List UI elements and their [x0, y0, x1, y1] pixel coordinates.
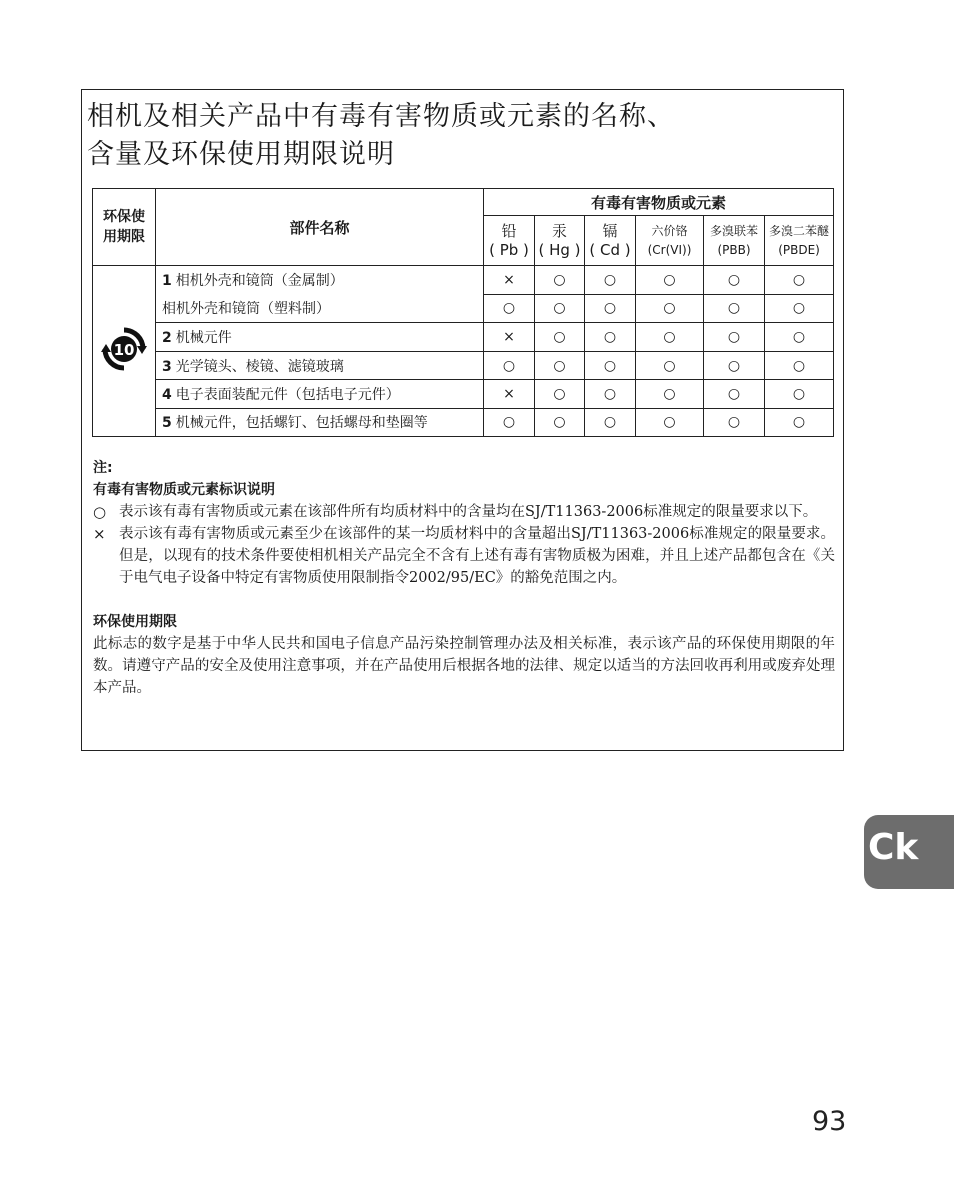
- exceeds-mark: ×: [484, 323, 535, 352]
- part-name: 相机外壳和镜筒（金属制）: [175, 273, 344, 290]
- compliant-mark: ○: [765, 380, 834, 409]
- element-header-5: [765, 216, 834, 266]
- element-header-2: [585, 216, 636, 266]
- part-name: 光学镜头、棱镜、滤镜玻璃: [175, 358, 344, 375]
- part-number: 3: [162, 358, 172, 375]
- table-body: [93, 266, 834, 437]
- header-part-name: 部件名称: [156, 189, 484, 266]
- compliant-mark: ○: [484, 351, 535, 380]
- element-symbol: ( Hg ): [538, 240, 581, 259]
- element-symbol: (Cr(VI)): [647, 242, 692, 257]
- element-name: 镉: [602, 221, 618, 240]
- compliant-mark: ○: [535, 323, 585, 352]
- exceeds-mark: ×: [484, 266, 535, 295]
- compliant-mark: ○: [765, 323, 834, 352]
- compliant-mark: ○: [704, 323, 765, 352]
- legend-text: 表示该有毒有害物质或元素在该部件所有均质材料中的含量均在SJ/T11363-2006标准规定的限量要求以下。: [119, 504, 818, 520]
- element-header-3: [636, 216, 704, 266]
- compliant-mark: ○: [585, 294, 636, 323]
- part-number: 2: [162, 329, 172, 346]
- compliant-mark: ○: [535, 266, 585, 295]
- part-name-cell: [156, 408, 484, 436]
- part-number: 4: [162, 387, 172, 404]
- compliant-mark: ○: [585, 380, 636, 409]
- compliant-mark: ○: [585, 266, 636, 295]
- part-name: 机械元件: [175, 329, 232, 346]
- compliant-mark: ○: [636, 294, 704, 323]
- header-substances: 有毒有害物质或元素: [484, 189, 834, 216]
- header-period: [93, 189, 156, 266]
- part-name-cell: [156, 323, 484, 352]
- compliant-mark: ○: [535, 380, 585, 409]
- language-tab: [864, 815, 954, 889]
- compliant-mark: ○: [484, 408, 535, 436]
- compliant-mark: ○: [484, 294, 535, 323]
- legend-list: [93, 501, 835, 589]
- part-name: 电子表面装配元件（包括电子元件）: [175, 387, 400, 404]
- element-header-1: [535, 216, 585, 266]
- notes-section: [93, 457, 835, 699]
- compliant-mark: ○: [636, 380, 704, 409]
- compliant-mark: ○: [704, 266, 765, 295]
- compliant-mark: ○: [636, 351, 704, 380]
- compliant-mark: ○: [704, 380, 765, 409]
- element-header-0: [484, 216, 535, 266]
- exceeds-mark: ×: [484, 380, 535, 409]
- table-row: [93, 294, 834, 323]
- element-symbol: (PBB): [717, 242, 751, 257]
- legend-item: [93, 523, 835, 589]
- element-name: 多溴二苯醚: [769, 223, 830, 238]
- header-period-label: 环保使用期限: [103, 209, 145, 245]
- compliant-mark: ○: [704, 351, 765, 380]
- table-row: [93, 408, 834, 436]
- language-tab-label: Ck: [868, 827, 919, 868]
- eco-period-logo-cell: [93, 266, 156, 437]
- title-line-2: 含量及环保使用期限说明: [87, 139, 395, 170]
- page-number: 93: [812, 1106, 847, 1137]
- compliant-mark: ○: [765, 408, 834, 436]
- compliant-mark: ○: [585, 408, 636, 436]
- compliant-mark: ○: [535, 351, 585, 380]
- circle-mark-icon: ○: [93, 503, 107, 521]
- period-heading: 环保使用期限: [93, 614, 177, 630]
- part-name-cell: [156, 351, 484, 380]
- compliant-mark: ○: [585, 351, 636, 380]
- legend-text: 表示该有毒有害物质或元素至少在该部件的某一均质材料中的含量超出SJ/T11363-2006标准规定的限量要求。但是，以现有的技术条件要使相机相关产品完全不含有上述有毒有害物质极为困难，并且上述产品都包含在《关于电气电子设备中特定有害物质使用限制指令2002/95/EC》的豁免范围之内。: [119, 526, 835, 586]
- part-name-cell: [156, 294, 484, 323]
- compliant-mark: ○: [765, 294, 834, 323]
- period-text: 此标志的数字是基于中华人民共和国电子信息产品污染控制管理办法及相关标准，表示该产品的环保使用期限的年数。请遵守产品的安全及使用注意事项，并在产品使用后根据各地的法律、规定以适当的方法回收再利用或废弃处理本产品。: [93, 636, 835, 696]
- table-row: [93, 266, 834, 295]
- compliant-mark: ○: [704, 408, 765, 436]
- element-symbol: ( Pb ): [489, 240, 529, 259]
- compliant-mark: ○: [535, 294, 585, 323]
- table-row: [93, 380, 834, 409]
- part-name-cell: [156, 380, 484, 409]
- environment-period-logo-icon: [101, 326, 147, 372]
- compliant-mark: ○: [535, 408, 585, 436]
- part-name: 相机外壳和镜筒（塑料制）: [162, 301, 330, 318]
- compliant-mark: ○: [765, 266, 834, 295]
- part-name: 机械元件，包括螺钉、包括螺母和垫圈等: [175, 415, 428, 432]
- notes-label: 注:: [93, 460, 113, 476]
- hazardous-substances-table: [92, 188, 834, 437]
- element-name: 多溴联苯: [709, 223, 758, 238]
- element-header-4: [704, 216, 765, 266]
- part-number: 1: [162, 273, 172, 290]
- cross-mark-icon: ×: [93, 525, 106, 543]
- table-row: [93, 351, 834, 380]
- element-symbol: ( Cd ): [589, 240, 631, 259]
- element-name: 汞: [551, 221, 567, 240]
- legend-heading: 有毒有害物质或元素标识说明: [93, 482, 275, 498]
- compliant-mark: ○: [636, 408, 704, 436]
- part-number: 5: [162, 415, 172, 432]
- table-row: [93, 323, 834, 352]
- element-name: 铅: [501, 221, 517, 240]
- compliant-mark: ○: [704, 294, 765, 323]
- element-name: 六价铬: [651, 223, 688, 238]
- compliant-mark: ○: [636, 323, 704, 352]
- part-name-cell: [156, 266, 484, 295]
- compliant-mark: ○: [585, 323, 636, 352]
- compliant-mark: ○: [765, 351, 834, 380]
- legend-item: [93, 501, 835, 523]
- page-title: [87, 98, 675, 174]
- element-symbol: (PBDE): [778, 242, 820, 257]
- logo-number: 10: [113, 340, 135, 359]
- title-line-1: 相机及相关产品中有毒有害物质或元素的名称、: [87, 101, 675, 132]
- compliant-mark: ○: [636, 266, 704, 295]
